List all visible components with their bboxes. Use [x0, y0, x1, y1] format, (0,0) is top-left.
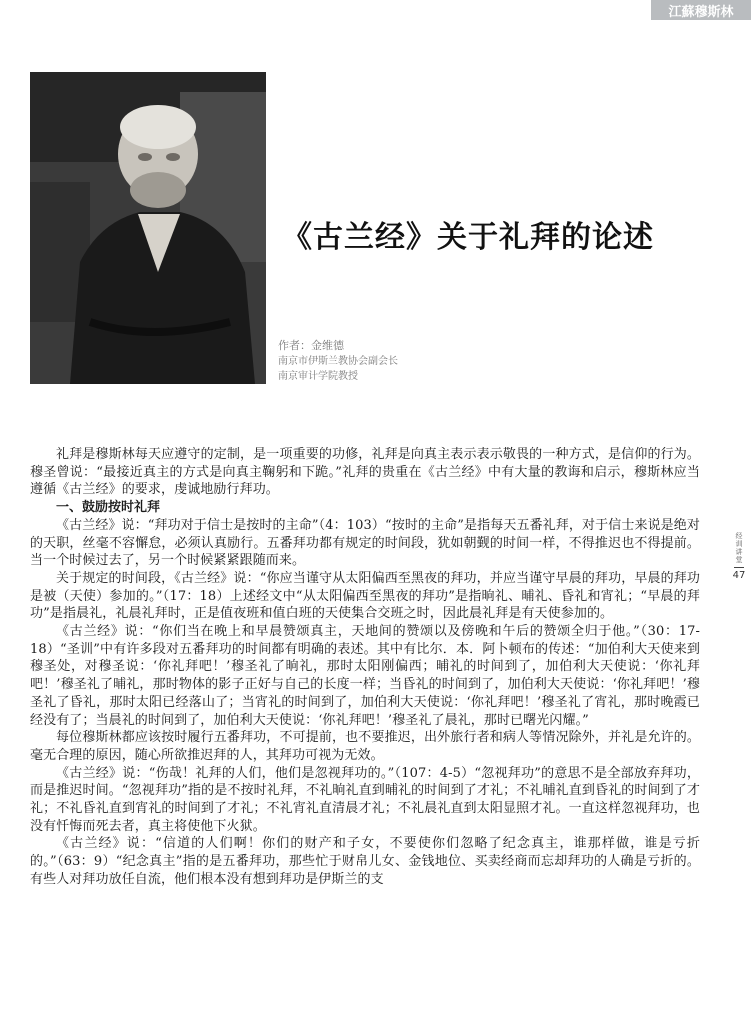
page-number: 47	[732, 570, 746, 581]
article-body	[30, 446, 700, 889]
author-name: 作者：金维德	[278, 339, 344, 352]
body-paragraph: 《古兰经》说：“你们当在晚上和早晨赞颂真主，天地间的赞颂以及傍晚和午后的赞颂全归于他。”（30：17-18）“圣训”中有许多段对五番拜功的时间都有明确的表述。其中有比尔．本．阿卜顿布的传述：“加伯利大天使来到穆圣处，对穆圣说：‘你礼拜吧！’穆圣礼了晌礼，那时太阳刚偏西；晡礼的时间到了，加伯利大天使说：‘你礼拜吧！’穆圣礼了晡礼，那时物体的影子正好与自己的长度一样；当昏礼的时间到了，加伯利大天使说：‘你礼拜吧！’穆圣礼了昏礼，那时太阳已经落山了；当宵礼的时间到了，加伯利大天使说：‘你礼拜吧！’穆圣礼了宵礼，那时晚霞已经没有了；当晨礼的时间到了，加伯利大天使说：‘你礼拜吧！’穆圣礼了晨礼，那时已曙光闪耀。”	[30, 624, 700, 728]
column-label: 经训讲堂	[735, 532, 743, 564]
body-paragraph: 《古兰经》说：“拜功对于信士是按时的主命”（4：103）“按时的主命”是指每天五番礼拜，对于信士来说是绝对的天职，丝毫不容懈怠，必须认真励行。五番拜功都有规定的时间段，犹如朝觐的时间一样，不得推迟也不得提前。当一个时候过去了，另一个时候紧紧跟随而来。	[30, 517, 700, 569]
page-title: 《古兰经》关于礼拜的论述	[282, 220, 654, 255]
body-paragraph: 每位穆斯林都应该按时履行五番拜功，不可提前，也不要推迟，出外旅行者和病人等情况除外，并礼是允许的。毫无合理的原因，随心所欲推迟拜的人，其拜功可视为无效。	[30, 730, 700, 763]
body-paragraph: 《古兰经》说：“伤哉！礼拜的人们，他们是忽视拜功的。”（107：4-5）“忽视拜功”的意思不是全部放弃拜功，而是推迟时间。“忽视拜功”指的是不按时礼拜，不礼晌礼直到晡礼的时间到了才礼；不礼晡礼直到昏礼的时间到了才礼；不礼昏礼直到宵礼的时间到了才礼；不礼宵礼直清晨才礼；不礼晨礼直到太阳显照才礼。一直这样忽视拜功，也没有忏悔而死去者，真主将使他下火狱。	[30, 765, 700, 834]
body-paragraph: 关于规定的时间段，《古兰经》说：“你应当谨守从太阳偏西至黑夜的拜功，并应当谨守早晨的拜功，早晨的拜功是被（天使）参加的。”（17：18）上述经文中“从太阳偏西至黑夜的拜功”是指晌礼、晡礼、昏礼和宵礼；“早晨的拜功”是指晨礼，礼晨礼拜时，正是值夜班和值白班的天使集合交班之时，因此晨礼拜是有天使参加的。	[30, 570, 700, 622]
author-affiliation-2: 南京审计学院教授	[278, 371, 358, 382]
sidebar-rule	[734, 567, 744, 568]
author-block	[278, 337, 398, 384]
portrait-icon	[30, 72, 266, 384]
body-paragraph: 《古兰经》说：“信道的人们啊！你们的财产和子女，不要使你们忽略了纪念真主，谁那样做，谁是亏折的。”（63：9）“纪念真主”指的是五番拜功，那些忙于财帛儿女、金钱地位、买卖经商而忘却拜功的人确是亏折的。有些人对拜功放任自流，他们根本没有想到拜功是伊斯兰的支	[30, 836, 700, 887]
author-affiliation-1: 南京市伊斯兰教协会副会长	[278, 356, 398, 367]
body-paragraph: 礼拜是穆斯林每天应遵守的定制，是一项重要的功修，礼拜是向真主表示表示敬畏的一种方式，是信仰的行为。穆圣曾说：“最接近真主的方式是向真主鞠躬和下跪。”礼拜的贵重在《古兰经》中有大量的教诲和启示，穆斯林应当遵循《古兰经》的要求，虔诚地励行拜功。	[30, 447, 700, 498]
author-portrait	[30, 72, 266, 384]
page-sidebar	[729, 532, 749, 581]
masthead: 江蘇穆斯林	[651, 0, 751, 20]
section-heading: 一、鼓励按时礼拜	[56, 500, 161, 516]
